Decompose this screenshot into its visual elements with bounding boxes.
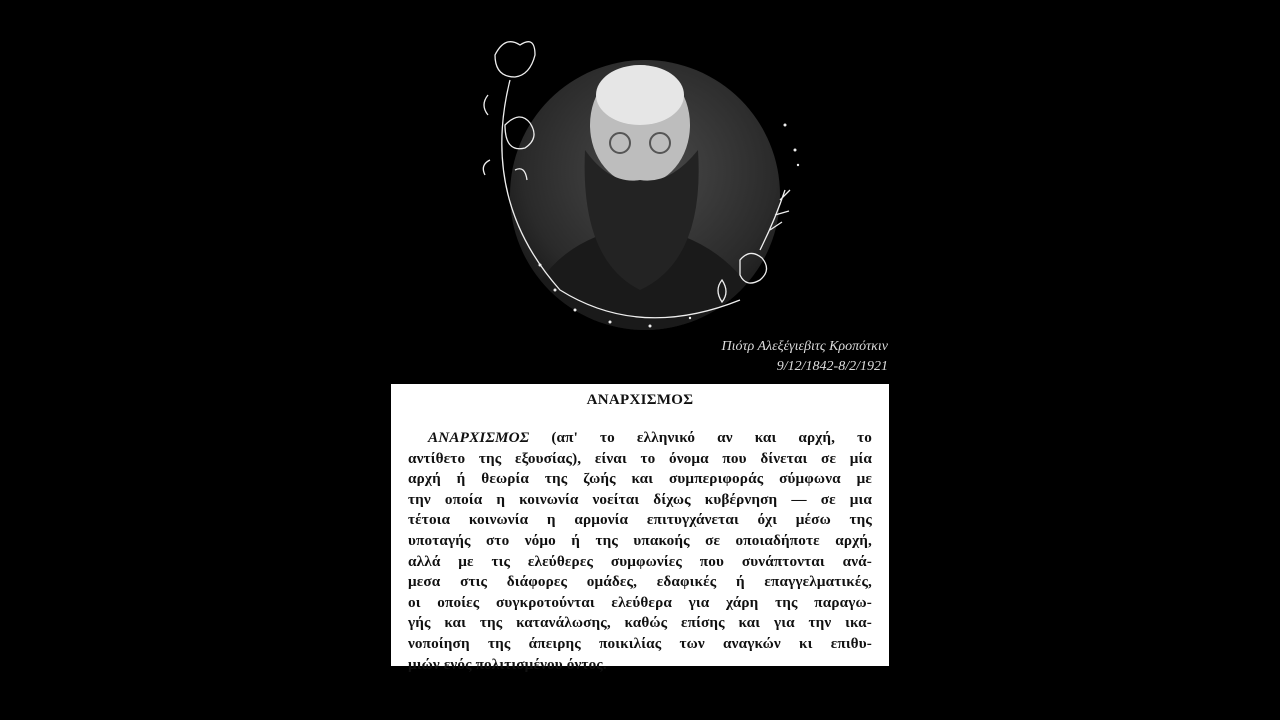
article-line: την οποία η κοινωνία νοείται δίχως κυβέρνηση — σε μια [408, 490, 872, 508]
article-line: αντίθετο της εξουσίας), είναι το όνομα που δίνεται σε μία [408, 449, 872, 467]
caption-name: Πιότρ Αλεξέγιεβιτς Κροπότκιν [721, 339, 888, 354]
article-line: υποταγής στο νόμο ή της υπακοής σε οποιαδήποτε αρχή, [408, 531, 872, 549]
article-line [408, 428, 872, 449]
encyclopedia-excerpt [391, 384, 889, 673]
article-line: νοποίηση της άπειρης ποικιλίας των αναγκών κι επιθυ- [408, 634, 872, 652]
article-line: αρχή ή θεωρία της ζωής και συμπεριφοράς σύμφωνα με [408, 470, 872, 488]
article-line: μιών ενός πολιτισμένου όντος. [408, 655, 607, 673]
article-title: ΑΝΑΡΧΙΣΜΟΣ [586, 392, 694, 408]
caption-dates: 9/12/1842-8/2/1921 [776, 359, 888, 374]
portrait-with-floral-frame [470, 30, 820, 340]
line-text: (απ' το ελληνικό αν και αρχή, το [529, 429, 872, 446]
article-line: μεσα στις διάφορες ομάδες, εδαφικές ή επαγγελματικές, [408, 573, 872, 591]
article-line: αλλά με τις ελεύθερες συμφωνίες που συνάπτονται ανά- [408, 552, 872, 570]
article-line: οι οποίες συγκροτούνται ελεύθερα για χάρη της παραγω- [408, 593, 872, 611]
portrait-photo [500, 55, 800, 340]
lead-term: ΑΝΑΡΧΙΣΜΟΣ [428, 429, 530, 446]
article-line: γής και της κατανάλωσης, καθώς επίσης και για την ικα- [408, 614, 872, 632]
article-line: τέτοια κοινωνία η αρμονία επιτυγχάνεται όχι μέσω της [408, 511, 872, 529]
portrait-caption [721, 337, 888, 377]
